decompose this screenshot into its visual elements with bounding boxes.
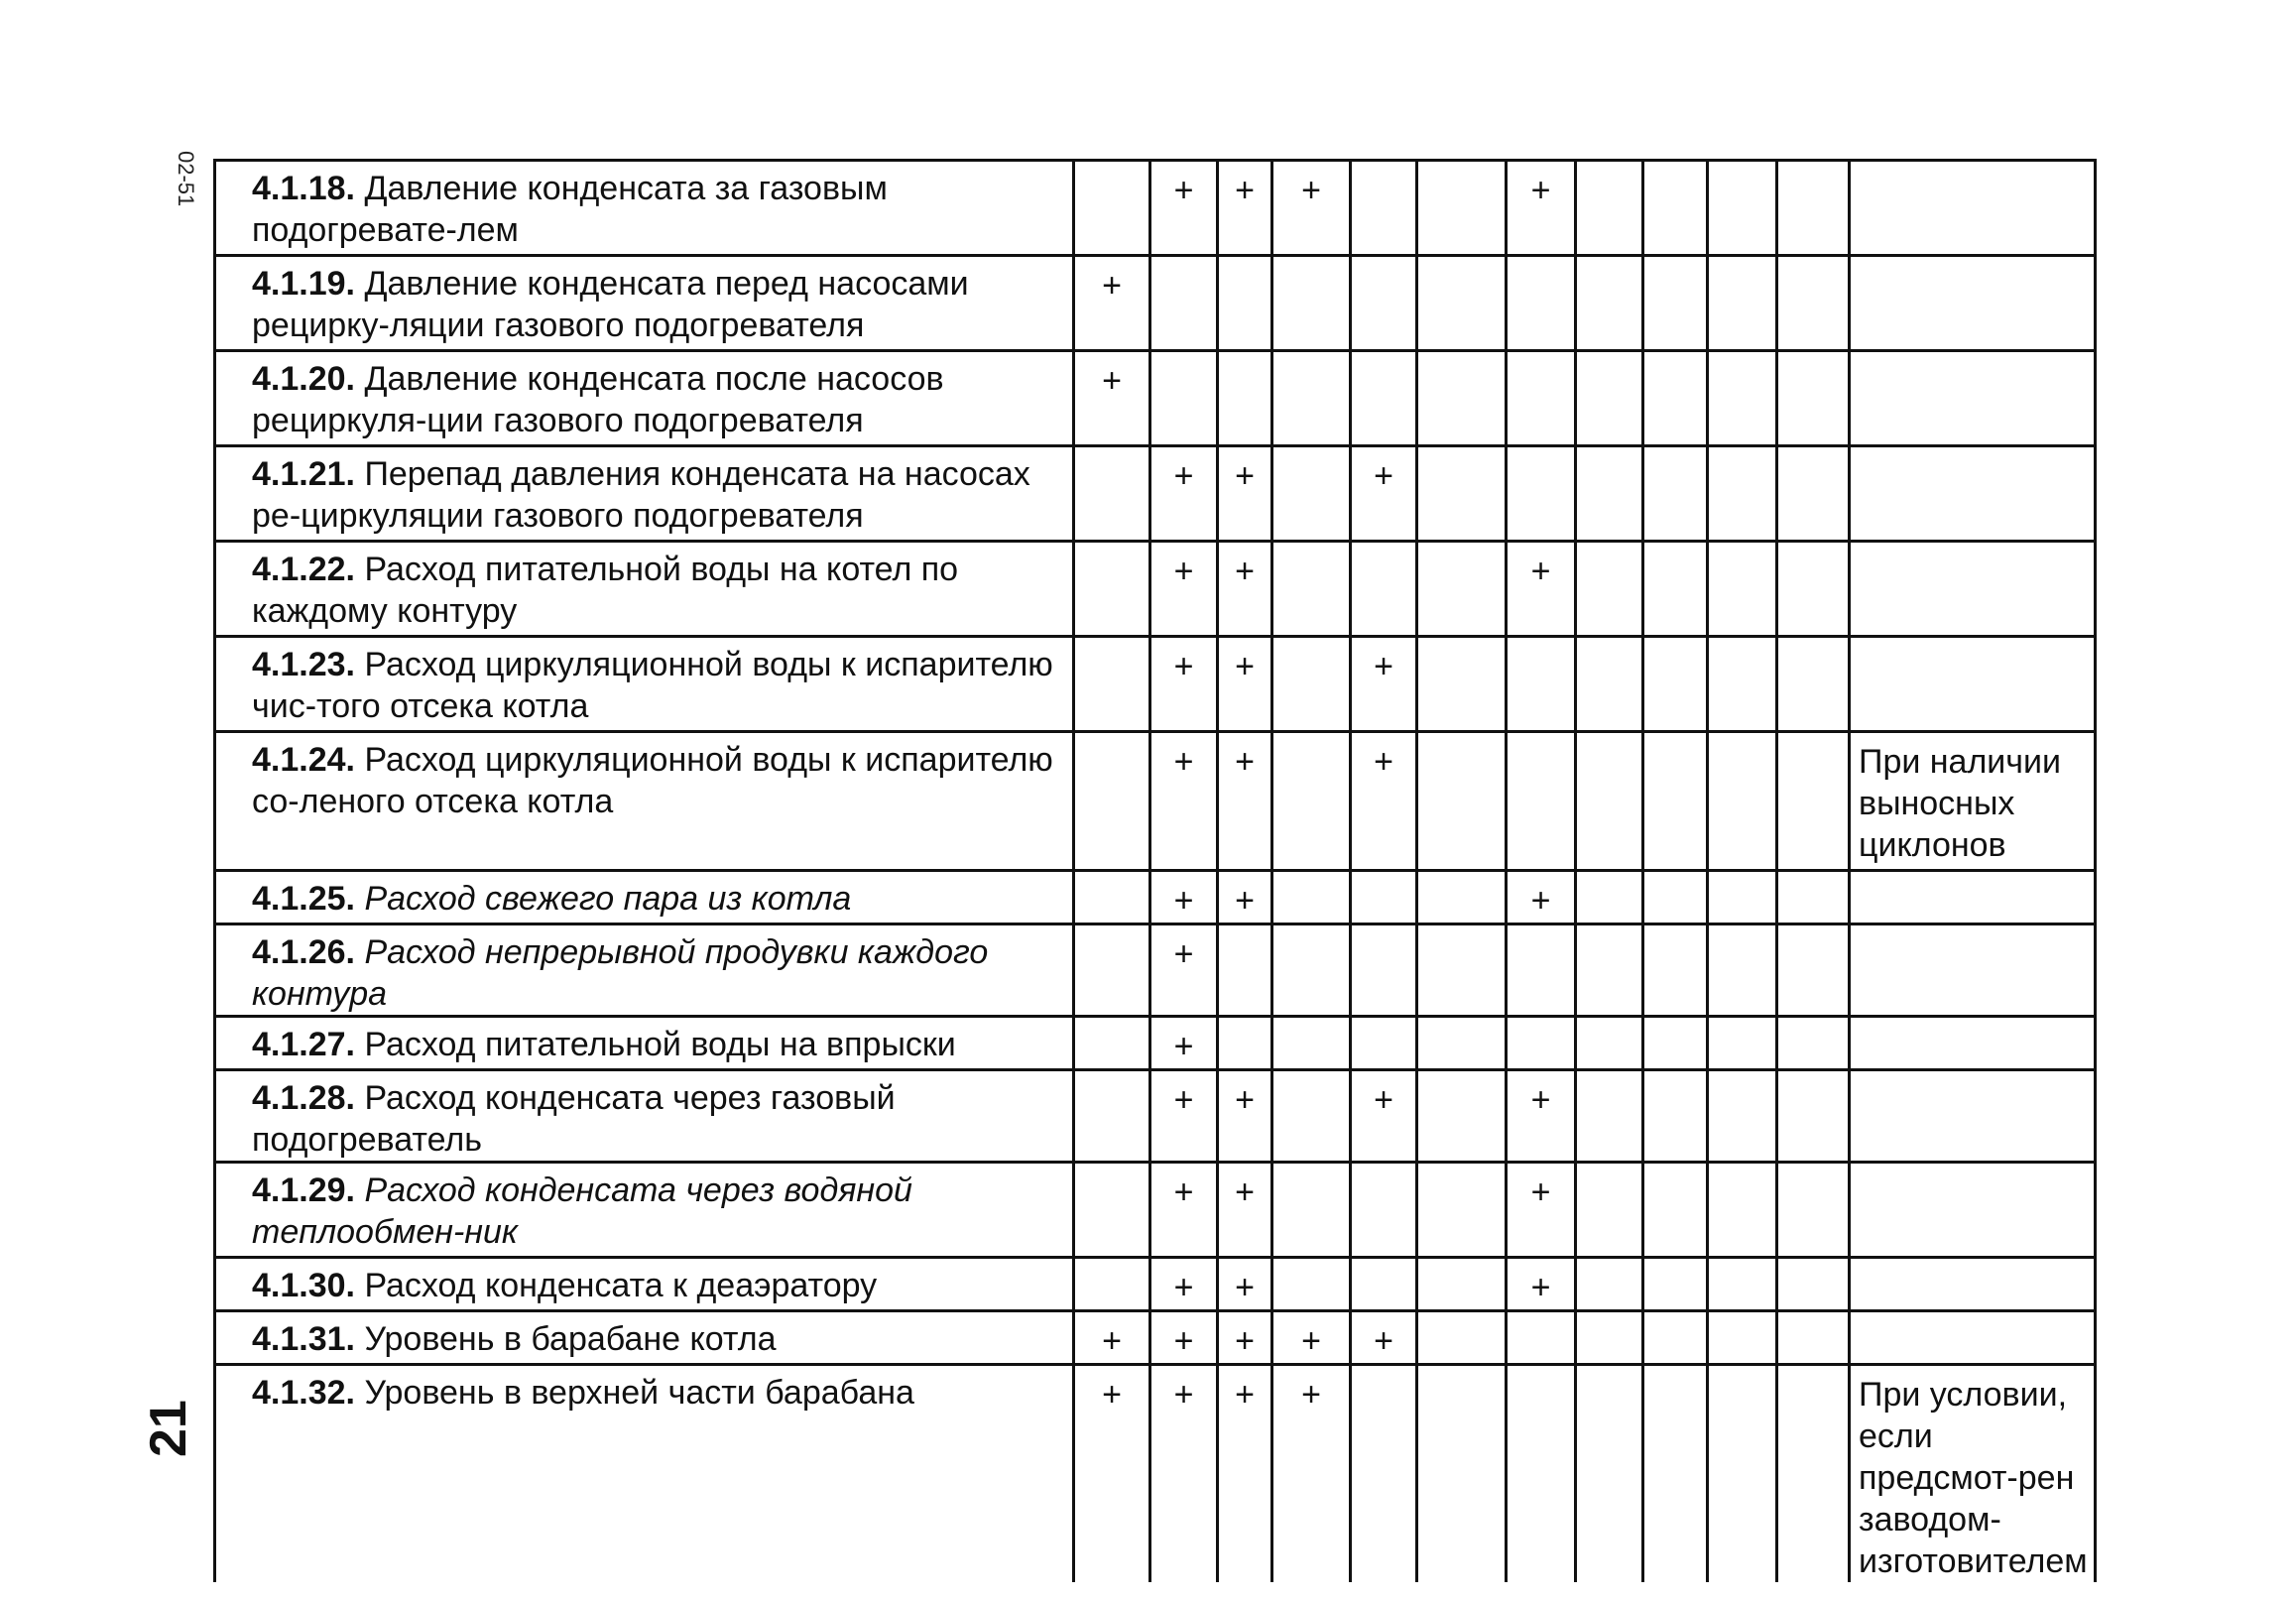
mark-cell	[1150, 351, 1218, 446]
mark-cell	[1417, 351, 1507, 446]
mark-cell	[1417, 924, 1507, 1017]
mark-cell	[1777, 1365, 1850, 1583]
mark-cell: +	[1218, 1365, 1272, 1583]
row-description	[215, 637, 1074, 732]
mark-cell	[1218, 1017, 1272, 1070]
mark-cell	[1272, 542, 1351, 637]
mark-cell: +	[1351, 446, 1417, 542]
mark-cell	[1507, 1311, 1576, 1365]
mark-cell	[1576, 446, 1643, 542]
item-number: 4.1.20.	[252, 360, 355, 398]
mark-cell	[1272, 1258, 1351, 1311]
mark-cell	[1417, 1163, 1507, 1258]
mark-cell	[1507, 1017, 1576, 1070]
mark-cell	[1708, 1070, 1777, 1163]
mark-cell	[1576, 161, 1643, 256]
mark-cell	[1074, 446, 1150, 542]
mark-cell	[1417, 1311, 1507, 1365]
mark-cell	[1351, 1017, 1417, 1070]
item-number: 4.1.22.	[252, 551, 355, 588]
mark-cell	[1708, 1311, 1777, 1365]
mark-cell	[1576, 256, 1643, 351]
mark-cell	[1643, 871, 1708, 924]
table-row	[215, 732, 2096, 871]
row-description	[215, 1070, 1074, 1163]
mark-cell: +	[1351, 1311, 1417, 1365]
mark-cell	[1074, 1070, 1150, 1163]
mark-cell	[1576, 351, 1643, 446]
mark-cell	[1507, 351, 1576, 446]
mark-cell	[1074, 732, 1150, 871]
note-cell	[1850, 256, 2096, 351]
item-number: 4.1.21.	[252, 455, 355, 493]
table-body	[215, 161, 2096, 1583]
row-description	[215, 351, 1074, 446]
mark-cell	[1708, 161, 1777, 256]
item-text: Расход конденсата через водяной теплообмен-ник	[252, 1171, 912, 1251]
mark-cell: +	[1351, 732, 1417, 871]
mark-cell: +	[1150, 637, 1218, 732]
mark-cell	[1074, 542, 1150, 637]
item-text: Давление конденсата после насосов рециркуля-ции газового подогревателя	[252, 360, 944, 439]
item-number: 4.1.32.	[252, 1374, 355, 1412]
mark-cell: +	[1150, 1365, 1218, 1583]
mark-cell	[1351, 542, 1417, 637]
mark-cell	[1643, 1365, 1708, 1583]
mark-cell	[1272, 1163, 1351, 1258]
mark-cell	[1417, 1017, 1507, 1070]
mark-cell: +	[1150, 1311, 1218, 1365]
mark-cell	[1074, 924, 1150, 1017]
mark-cell	[1576, 732, 1643, 871]
table-row	[215, 924, 2096, 1017]
row-description	[215, 1311, 1074, 1365]
item-number: 4.1.30.	[252, 1267, 355, 1304]
mark-cell: +	[1150, 1070, 1218, 1163]
mark-cell	[1643, 924, 1708, 1017]
mark-cell	[1507, 732, 1576, 871]
item-text: Давление конденсата за газовым подогревате-лем	[252, 170, 888, 249]
table-row	[215, 542, 2096, 637]
row-description	[215, 1017, 1074, 1070]
mark-cell	[1777, 924, 1850, 1017]
mark-cell	[1351, 256, 1417, 351]
row-description	[215, 161, 1074, 256]
mark-cell	[1708, 256, 1777, 351]
item-number: 4.1.28.	[252, 1079, 355, 1117]
mark-cell	[1708, 446, 1777, 542]
mark-cell: +	[1218, 1070, 1272, 1163]
mark-cell	[1272, 446, 1351, 542]
item-text: Уровень в барабане котла	[364, 1320, 777, 1358]
mark-cell	[1074, 1258, 1150, 1311]
mark-cell	[1417, 637, 1507, 732]
mark-cell	[1576, 1258, 1643, 1311]
note-cell	[1850, 1163, 2096, 1258]
item-text: Расход питательной воды на впрыски	[364, 1026, 956, 1063]
mark-cell: +	[1218, 542, 1272, 637]
mark-cell	[1507, 256, 1576, 351]
table-row	[215, 161, 2096, 256]
mark-cell	[1417, 871, 1507, 924]
mark-cell	[1708, 351, 1777, 446]
mark-cell	[1708, 1258, 1777, 1311]
mark-cell	[1777, 446, 1850, 542]
mark-cell	[1777, 871, 1850, 924]
note-cell	[1850, 1070, 2096, 1163]
mark-cell	[1576, 542, 1643, 637]
mark-cell	[1643, 1311, 1708, 1365]
mark-cell: +	[1218, 1258, 1272, 1311]
mark-cell	[1576, 637, 1643, 732]
table-row	[215, 256, 2096, 351]
mark-cell	[1272, 256, 1351, 351]
mark-cell	[1777, 1017, 1850, 1070]
row-description	[215, 542, 1074, 637]
mark-cell	[1074, 1017, 1150, 1070]
mark-cell	[1777, 1163, 1850, 1258]
mark-cell	[1576, 924, 1643, 1017]
mark-cell: +	[1507, 542, 1576, 637]
mark-cell	[1643, 542, 1708, 637]
mark-cell	[1708, 732, 1777, 871]
mark-cell	[1351, 924, 1417, 1017]
note-cell	[1850, 637, 2096, 732]
mark-cell: +	[1074, 1311, 1150, 1365]
mark-cell: +	[1272, 1311, 1351, 1365]
mark-cell	[1351, 1163, 1417, 1258]
mark-cell	[1643, 1258, 1708, 1311]
mark-cell: +	[1272, 161, 1351, 256]
mark-cell	[1074, 637, 1150, 732]
mark-cell	[1507, 1365, 1576, 1583]
mark-cell	[1708, 871, 1777, 924]
note-cell	[1850, 924, 2096, 1017]
mark-cell	[1074, 1163, 1150, 1258]
table-row	[215, 1163, 2096, 1258]
mark-cell	[1218, 256, 1272, 351]
mark-cell: +	[1150, 161, 1218, 256]
note-cell	[1850, 1311, 2096, 1365]
mark-cell	[1708, 1365, 1777, 1583]
item-text: Расход конденсата через газовый подогреватель	[252, 1079, 896, 1159]
mark-cell	[1777, 351, 1850, 446]
mark-cell	[1643, 446, 1708, 542]
row-description	[215, 256, 1074, 351]
item-number: 4.1.18.	[252, 170, 355, 207]
item-number: 4.1.31.	[252, 1320, 355, 1358]
mark-cell	[1272, 924, 1351, 1017]
mark-cell	[1417, 446, 1507, 542]
mark-cell	[1576, 1365, 1643, 1583]
item-number: 4.1.23.	[252, 646, 355, 683]
mark-cell: +	[1218, 1311, 1272, 1365]
mark-cell	[1643, 161, 1708, 256]
mark-cell: +	[1507, 1163, 1576, 1258]
mark-cell: +	[1507, 1070, 1576, 1163]
mark-cell	[1417, 1070, 1507, 1163]
mark-cell	[1272, 1017, 1351, 1070]
mark-cell	[1643, 732, 1708, 871]
row-description	[215, 732, 1074, 871]
mark-cell	[1417, 732, 1507, 871]
item-number: 4.1.24.	[252, 741, 355, 779]
mark-cell: +	[1150, 1163, 1218, 1258]
mark-cell	[1576, 871, 1643, 924]
mark-cell: +	[1150, 732, 1218, 871]
item-number: 4.1.29.	[252, 1171, 355, 1209]
mark-cell: +	[1507, 1258, 1576, 1311]
mark-cell	[1272, 351, 1351, 446]
mark-cell	[1643, 1017, 1708, 1070]
requirements-table	[213, 159, 2097, 1582]
row-description	[215, 924, 1074, 1017]
item-text: Расход конденсата к деаэратору	[364, 1267, 878, 1304]
mark-cell	[1150, 256, 1218, 351]
mark-cell	[1576, 1311, 1643, 1365]
mark-cell: +	[1218, 161, 1272, 256]
note-cell	[1850, 351, 2096, 446]
item-text: Давление конденсата перед насосами рецирку-ляции газового подогревателя	[252, 265, 969, 344]
mark-cell: +	[1218, 446, 1272, 542]
mark-cell	[1507, 446, 1576, 542]
row-description	[215, 446, 1074, 542]
mark-cell	[1777, 1070, 1850, 1163]
row-description	[215, 1163, 1074, 1258]
mark-cell	[1708, 637, 1777, 732]
item-number: 4.1.19.	[252, 265, 355, 303]
note-cell	[1850, 871, 2096, 924]
mark-cell: +	[1351, 637, 1417, 732]
table-row	[215, 446, 2096, 542]
mark-cell	[1507, 637, 1576, 732]
mark-cell: +	[1218, 637, 1272, 732]
mark-cell: +	[1507, 871, 1576, 924]
mark-cell: +	[1150, 871, 1218, 924]
item-number: 4.1.27.	[252, 1026, 355, 1063]
mark-cell: +	[1074, 1365, 1150, 1583]
mark-cell	[1576, 1017, 1643, 1070]
table-row	[215, 871, 2096, 924]
item-text: Расход свежего пара из котла	[364, 880, 852, 918]
mark-cell	[1643, 1070, 1708, 1163]
item-text: Перепад давления конденсата на насосах ре-циркуляции газового подогревателя	[252, 455, 1030, 535]
mark-cell	[1074, 161, 1150, 256]
item-number: 4.1.25.	[252, 880, 355, 918]
mark-cell	[1417, 256, 1507, 351]
mark-cell	[1708, 542, 1777, 637]
row-description	[215, 1365, 1074, 1583]
mark-cell: +	[1150, 1258, 1218, 1311]
mark-cell	[1576, 1163, 1643, 1258]
table-row	[215, 1070, 2096, 1163]
mark-cell: +	[1218, 732, 1272, 871]
item-text: Расход непрерывной продувки каждого контура	[252, 933, 989, 1013]
note-cell: При наличии выносных циклонов	[1850, 732, 2096, 871]
mark-cell	[1417, 1365, 1507, 1583]
mark-cell	[1507, 924, 1576, 1017]
mark-cell: +	[1507, 161, 1576, 256]
item-text: Уровень в верхней части барабана	[364, 1374, 914, 1412]
item-text: Расход циркуляционной воды к испарителю со-леного отсека котла	[252, 741, 1053, 820]
mark-cell	[1777, 256, 1850, 351]
note-cell	[1850, 1258, 2096, 1311]
mark-cell	[1417, 542, 1507, 637]
mark-cell	[1643, 351, 1708, 446]
mark-cell	[1351, 1258, 1417, 1311]
mark-cell	[1777, 542, 1850, 637]
mark-cell	[1272, 1070, 1351, 1163]
mark-cell: +	[1272, 1365, 1351, 1583]
mark-cell	[1351, 1365, 1417, 1583]
side-code: 02-51	[174, 150, 198, 207]
table-row	[215, 1365, 2096, 1583]
mark-cell	[1777, 637, 1850, 732]
table-row	[215, 1017, 2096, 1070]
mark-cell: +	[1150, 446, 1218, 542]
mark-cell: +	[1218, 871, 1272, 924]
mark-cell	[1643, 637, 1708, 732]
mark-cell	[1351, 871, 1417, 924]
mark-cell: +	[1150, 542, 1218, 637]
mark-cell	[1708, 924, 1777, 1017]
table-row	[215, 637, 2096, 732]
mark-cell	[1417, 1258, 1507, 1311]
mark-cell	[1576, 1070, 1643, 1163]
row-description	[215, 1258, 1074, 1311]
mark-cell	[1777, 1258, 1850, 1311]
mark-cell	[1643, 256, 1708, 351]
row-description	[215, 871, 1074, 924]
note-cell	[1850, 161, 2096, 256]
item-text: Расход питательной воды на котел по каждому контуру	[252, 551, 959, 630]
page-number: 21	[140, 1400, 197, 1457]
mark-cell	[1218, 924, 1272, 1017]
note-cell	[1850, 1017, 2096, 1070]
mark-cell: +	[1074, 256, 1150, 351]
mark-cell	[1777, 1311, 1850, 1365]
mark-cell: +	[1074, 351, 1150, 446]
mark-cell	[1218, 351, 1272, 446]
note-cell	[1850, 542, 2096, 637]
mark-cell: +	[1150, 924, 1218, 1017]
item-text: Расход циркуляционной воды к испарителю чис-того отсека котла	[252, 646, 1053, 725]
table-row	[215, 351, 2096, 446]
mark-cell	[1351, 351, 1417, 446]
note-cell	[1850, 446, 2096, 542]
table-row	[215, 1258, 2096, 1311]
mark-cell	[1777, 161, 1850, 256]
mark-cell	[1272, 637, 1351, 732]
mark-cell: +	[1218, 1163, 1272, 1258]
mark-cell	[1272, 732, 1351, 871]
mark-cell	[1643, 1163, 1708, 1258]
mark-cell: +	[1351, 1070, 1417, 1163]
mark-cell	[1272, 871, 1351, 924]
mark-cell: +	[1150, 1017, 1218, 1070]
mark-cell	[1708, 1017, 1777, 1070]
mark-cell	[1351, 161, 1417, 256]
mark-cell	[1777, 732, 1850, 871]
note-cell: При условии, если предсмот-рен заводом-изготовителем	[1850, 1365, 2096, 1583]
table-row	[215, 1311, 2096, 1365]
item-number: 4.1.26.	[252, 933, 355, 971]
mark-cell	[1417, 161, 1507, 256]
mark-cell	[1708, 1163, 1777, 1258]
mark-cell	[1074, 871, 1150, 924]
